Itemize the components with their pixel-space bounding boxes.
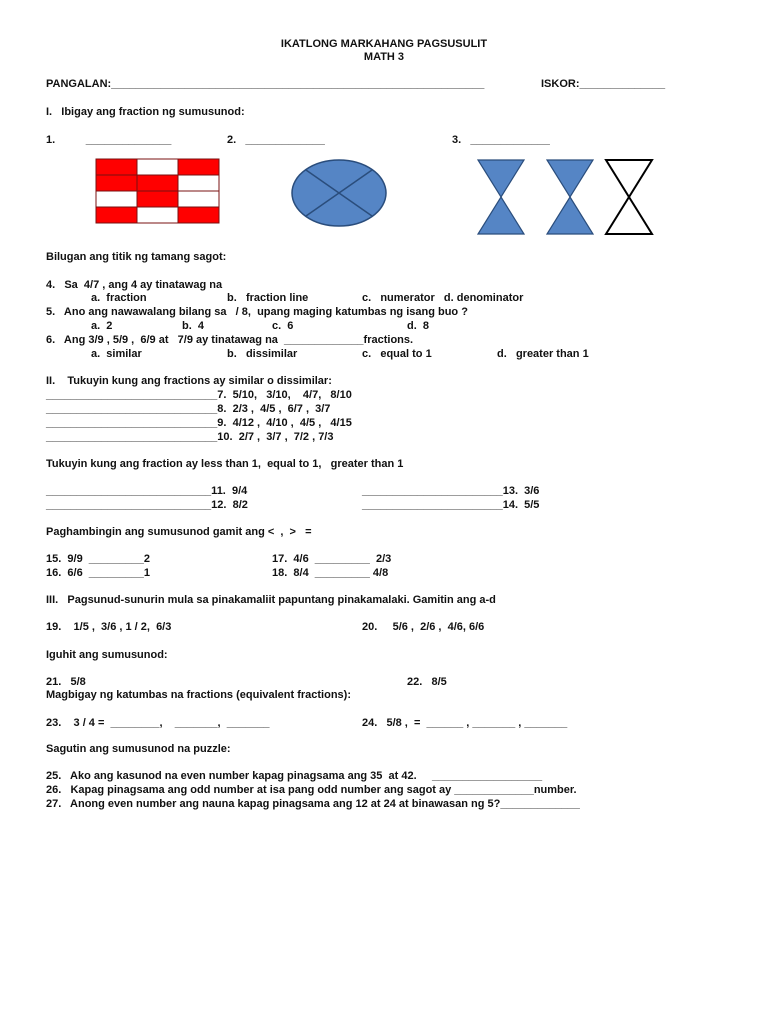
question-13: _______________________13. 3/6 (362, 485, 540, 497)
question-16: 16. 6/6 _________1 (46, 567, 150, 579)
exam-subject: MATH 3 (363, 51, 405, 63)
grid-cell (178, 191, 219, 207)
part3-heading: III. Pagsunud-sunurin mula sa pinakamaliit papuntang pinakamalaki. Gamitin ang a-d (46, 594, 496, 606)
question-24: 24. 5/8 , = ______ , _______ , _______ (362, 717, 568, 729)
question-8: ____________________________8. 2/3 , 4/5 , 6/7 , 3/7 (46, 403, 331, 415)
q5-choice-c: c. 6 (272, 320, 294, 332)
exam-title: IKATLONG MARKAHANG PAGSUSULIT (280, 38, 488, 50)
question-26: 26. Kapag pinagsama ang odd number at isa pang odd number ang sagot ay _____________number. (46, 784, 577, 796)
question-7: ____________________________7. 5/10, 3/10, 4/7, 8/10 (46, 389, 352, 401)
question-9: ____________________________9. 4/12 , 4/10 , 4/5 , 4/15 (46, 417, 352, 429)
question-10: ____________________________10. 2/7 , 3/7 , 7/2 , 7/3 (46, 431, 334, 443)
q4-choice-b: b. fraction line (227, 292, 309, 304)
q4-choice-a: a. fraction (91, 292, 147, 304)
score-line: ISKOR:______________ (541, 78, 666, 90)
grid-cell (137, 191, 178, 207)
grid-cell (178, 159, 219, 175)
question-4: 4. Sa 4/7 , ang 4 ay tinatawag na (46, 279, 223, 291)
fraction-circle (290, 158, 388, 228)
question-1: 1. ______________ (46, 134, 172, 146)
question-27: 27. Anong even number ang nauna kapag pinagsama ang 12 at 24 at binawasan ng 5?_____________ (46, 798, 580, 810)
grid-cell (137, 207, 178, 223)
grid-cell (178, 175, 219, 191)
compare1-heading: Tukuyin kung ang fraction ay less than 1, equal to 1, greater than 1 (46, 458, 404, 470)
q6-choice-b: b. dissimilar (227, 348, 298, 360)
question-19: 19. 1/5 , 3/6 , 1 / 2, 6/3 (46, 621, 172, 633)
question-20: 20. 5/6 , 2/6 , 4/6, 6/6 (362, 621, 485, 633)
fraction-rectangle-grid (95, 158, 221, 224)
question-18: 18. 8/4 _________ 4/8 (272, 567, 389, 579)
question-14: _______________________14. 5/5 (362, 499, 540, 511)
question-21: 21. 5/8 (46, 676, 86, 688)
equiv-heading: Magbigay ng katumbas na fractions (equivalent fractions): (46, 689, 351, 701)
q5-choice-a: a. 2 (91, 320, 113, 332)
grid-cell (96, 207, 137, 223)
question-25: 25. Ako ang kasunod na even number kapag pinagsama ang 35 at 42. __________________ (46, 770, 543, 782)
grid-cell (178, 207, 219, 223)
question-5: 5. Ano ang nawawalang bilang sa / 8, upang maging katumbas ng isang buo ? (46, 306, 468, 318)
compare2-heading: Paghambingin ang sumusunod gamit ang < , > = (46, 526, 312, 538)
q6-choice-a: a. similar (91, 348, 142, 360)
draw-heading: Iguhit ang sumusunod: (46, 649, 168, 661)
question-23: 23. 3 / 4 = ________, _______, _______ (46, 717, 270, 729)
name-line: PANGALAN:_____________________________________________________________ (46, 78, 485, 90)
question-12: ___________________________12. 8/2 (46, 499, 248, 511)
grid-cell (137, 175, 178, 191)
puzzle-heading: Sagutin ang sumusunod na puzzle: (46, 743, 231, 755)
question-15: 15. 9/9 _________2 (46, 553, 150, 565)
question-11: ___________________________11. 9/4 (46, 485, 248, 497)
question-22: 22. 8/5 (407, 676, 447, 688)
q6-choice-d: d. greater than 1 (497, 348, 589, 360)
question-6: 6. Ang 3/9 , 5/9 , 6/9 at 7/9 ay tinatawag na _____________fractions. (46, 334, 414, 346)
question-3: 3. _____________ (452, 134, 550, 146)
part1-heading: I. Ibigay ang fraction ng sumusunod: (46, 106, 245, 118)
question-17: 17. 4/6 _________ 2/3 (272, 553, 392, 565)
fraction-hourglasses (474, 158, 656, 236)
question-2: 2. _____________ (227, 134, 325, 146)
q5-choice-b: b. 4 (182, 320, 205, 332)
grid-cell (96, 159, 137, 175)
grid-cell (96, 191, 137, 207)
grid-cell (137, 159, 178, 175)
part2-heading: II. Tukuyin kung ang fractions ay similar o dissimilar: (46, 375, 332, 387)
q6-choice-c: c. equal to 1 (362, 348, 432, 360)
mc-heading: Bilugan ang titik ng tamang sagot: (46, 251, 227, 263)
q5-choice-d: d. 8 (407, 320, 430, 332)
grid-cell (96, 175, 137, 191)
q4-choice-c: c. numerator d. denominator (362, 292, 524, 304)
